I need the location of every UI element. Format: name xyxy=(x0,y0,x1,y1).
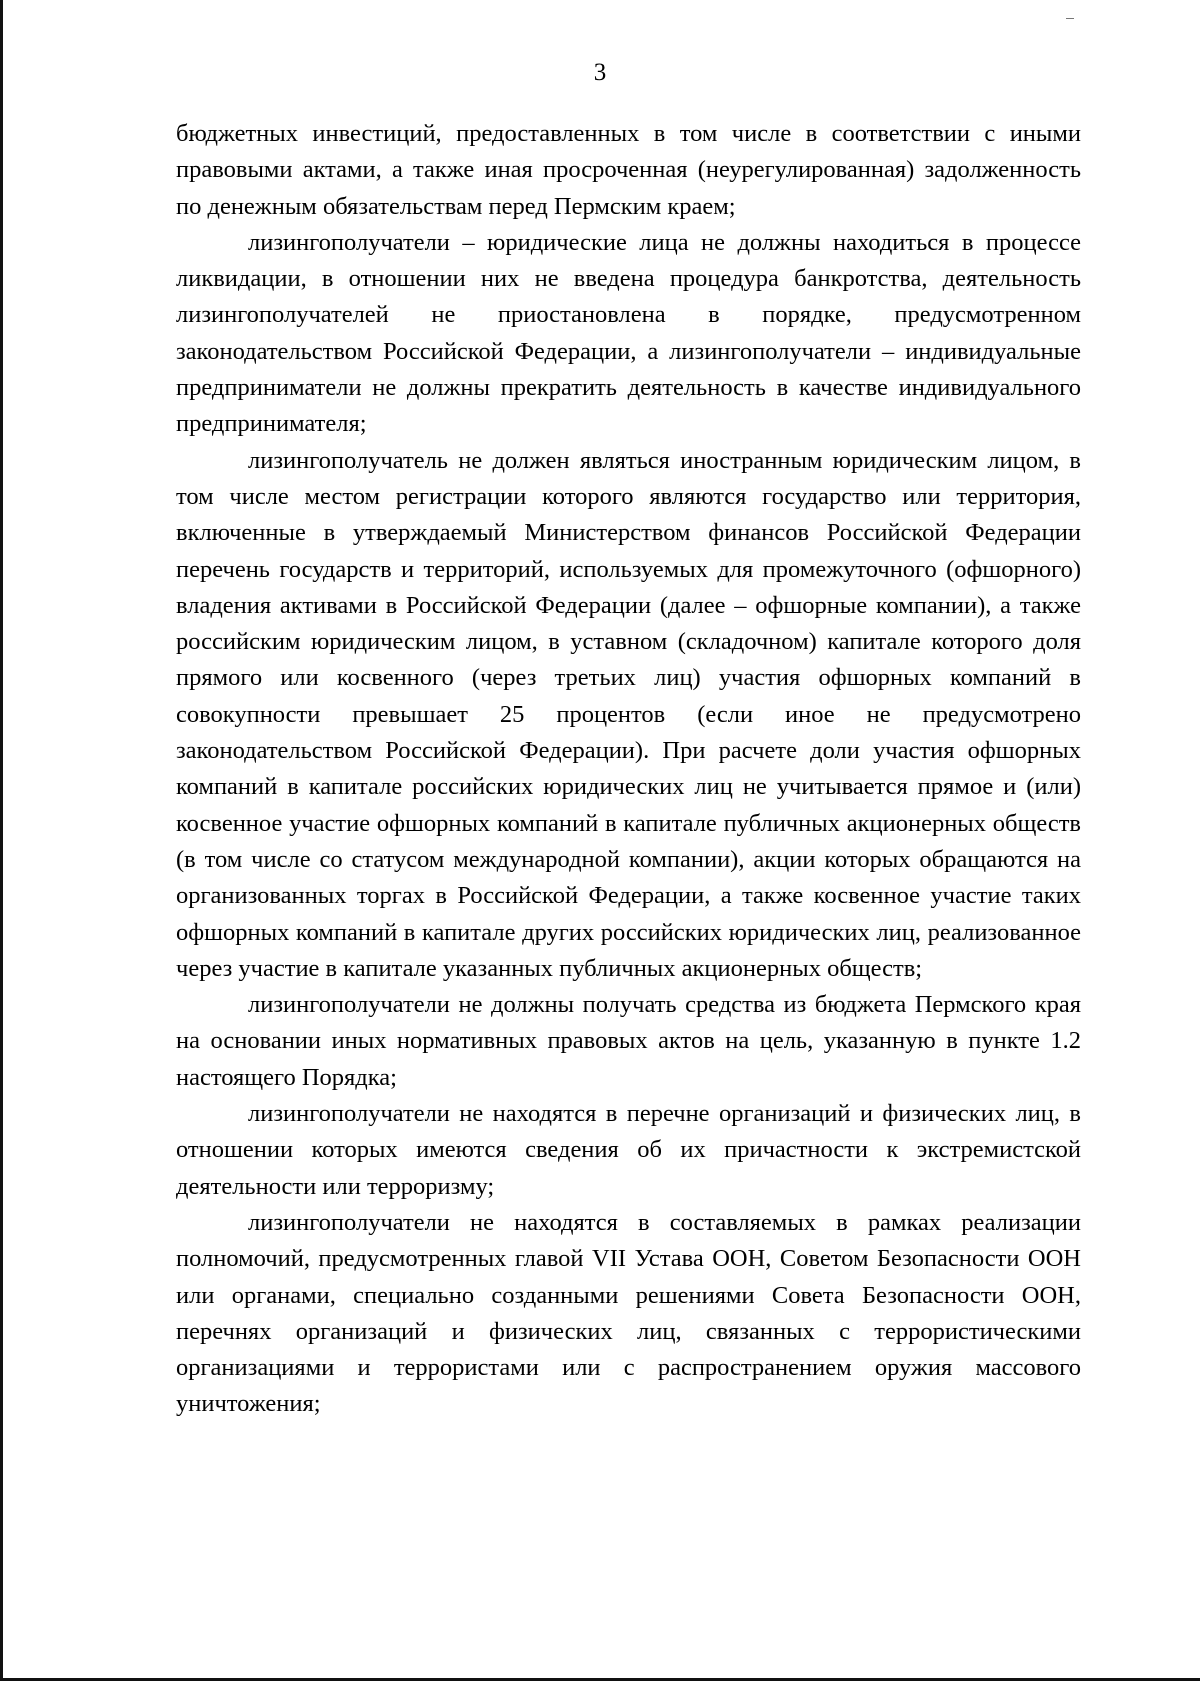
paragraph-budget-investments: бюджетных инвестиций, предоставленных в том числе в соответствии с иными правовыми актами, а также иная просроченная (неурегулированная) задолженность по денежным обязательствам перед Пермским краем; xyxy=(176,120,1081,220)
document-body xyxy=(176,116,1081,1423)
paragraph-liquidation: лизингополучатели – юридические лица не должны находиться в процессе ликвидации, в отношении них не введена процедура банкротства, деятельность лизингополучателей не приостановлена в порядке, предусмотренном законодательством Российской Федерации, а лизингополучатели – индивидуальные предприниматели не должны прекратить деятельность в качестве индивидуального предпринимателя; xyxy=(176,228,1081,438)
page-number: 3 xyxy=(593,59,607,86)
scan-mark xyxy=(1066,18,1074,19)
paragraph-extremism-list: лизингополучатели не находятся в перечне организаций и физических лиц, в отношении которых имеются сведения об их причастности к экстремистской деятельности или терроризму; xyxy=(176,1100,1081,1200)
paragraph-un-sanctions: лизингополучатели не находятся в составляемых в рамках реализации полномочий, предусмотренных главой VII Устава ООН, Советом Безопасности ООН или органами, специально созданными решениями Совета Безопасности ООН, перечнях организаций и физических лиц, связанных с террористическими организациями и террористами или с распространением оружия массового уничтожения; xyxy=(176,1208,1081,1418)
paragraph-budget-funds: лизингополучатели не должны получать средства из бюджета Пермского края на основании иных нормативных правовых актов на цель, указанную в пункте 1.2 настоящего Порядка; xyxy=(176,991,1081,1091)
scan-edge-left xyxy=(0,0,3,1681)
paragraph-offshore: лизингополучатель не должен являться иностранным юридическим лицом, в том числе местом регистрации которого являются государство или территория, включенные в утверждаемый Министерством финансов Российской Федерации перечень государств и территорий, используемых для промежуточного (офшорного) владения активами в Российской Федерации (далее – офшорные компании), а также российским юридическим лицом, в уставном (складочном) капитале которого доля прямого или косвенного (через третьих лиц) участия офшорных компаний в совокупности превышает 25 процентов (если иное не предусмотрено законодательством Российской Федерации). При расчете доли участия офшорных компаний в капитале российских юридических лиц не учитывается прямое и (или) косвенное участие офшорных компаний в капитале публичных акционерных обществ (в том числе со статусом международной компании), акции которых обращаются на организованных торгах в Российской Федерации, а также косвенное участие таких офшорных компаний в капитале других российских юридических лиц, реализованное через участие в капитале указанных публичных акционерных обществ; xyxy=(176,446,1081,982)
